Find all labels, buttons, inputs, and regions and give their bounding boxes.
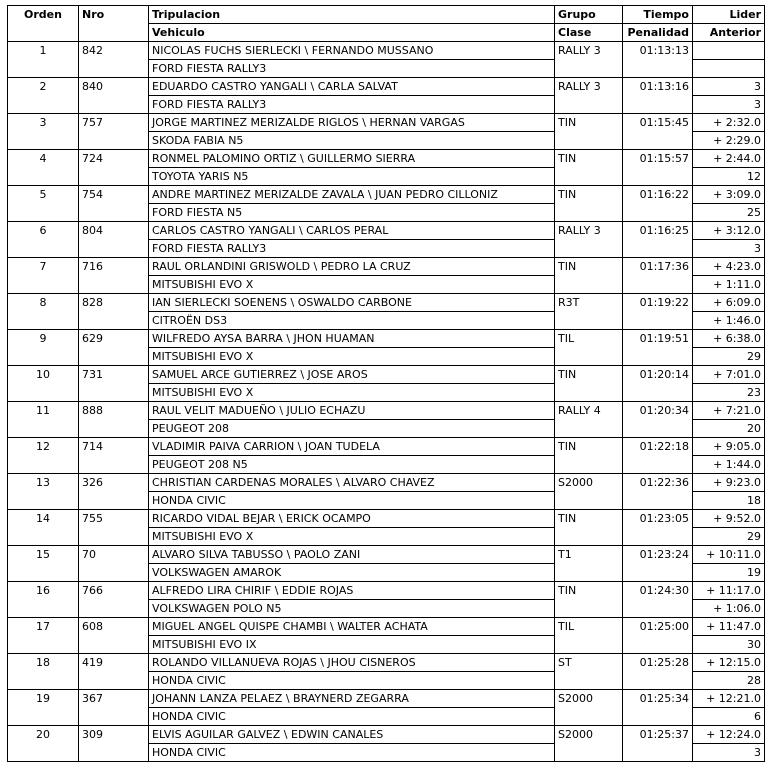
penalidad-cell [623, 204, 693, 222]
vehicle-cell: MITSUBISHI EVO X [149, 276, 555, 294]
nro-cell-cont [79, 708, 149, 726]
result-row [8, 366, 765, 384]
vehicle-cell: MITSUBISHI EVO X [149, 348, 555, 366]
penalidad-cell [623, 96, 693, 114]
nro-cell: 367 [79, 690, 149, 708]
result-row-detail [8, 384, 765, 402]
header-nro-cont [79, 24, 149, 42]
grupo-cell: RALLY 3 [555, 42, 623, 60]
header-row-bottom [8, 24, 765, 42]
grupo-cell: S2000 [555, 726, 623, 744]
result-row-detail [8, 528, 765, 546]
lider-cell: + 12:21.0 [693, 690, 765, 708]
result-row [8, 582, 765, 600]
anterior-cell: 18 [693, 492, 765, 510]
anterior-cell: 12 [693, 168, 765, 186]
nro-cell: 309 [79, 726, 149, 744]
lider-cell: + 6:38.0 [693, 330, 765, 348]
orden-cell: 5 [8, 186, 79, 204]
lider-cell: + 2:44.0 [693, 150, 765, 168]
header-vehiculo: Vehiculo [149, 24, 555, 42]
lider-cell: + 12:15.0 [693, 654, 765, 672]
result-row-detail [8, 276, 765, 294]
vehicle-cell: CITROËN DS3 [149, 312, 555, 330]
header-clase: Clase [555, 24, 623, 42]
crew-cell: MIGUEL ANGEL QUISPE CHAMBI \ WALTER ACHATA [149, 618, 555, 636]
orden-cell: 16 [8, 582, 79, 600]
grupo-cell: TIN [555, 186, 623, 204]
orden-cell-cont [8, 708, 79, 726]
nro-cell-cont [79, 204, 149, 222]
anterior-cell: + 1:44.0 [693, 456, 765, 474]
grupo-cell: TIN [555, 150, 623, 168]
nro-cell-cont [79, 276, 149, 294]
anterior-cell: 19 [693, 564, 765, 582]
crew-cell: RAUL VELIT MADUEÑO \ JULIO ECHAZU [149, 402, 555, 420]
clase-cell [555, 528, 623, 546]
grupo-cell: TIL [555, 618, 623, 636]
tiempo-cell: 01:19:22 [623, 294, 693, 312]
result-row [8, 222, 765, 240]
orden-cell: 3 [8, 114, 79, 132]
orden-cell: 14 [8, 510, 79, 528]
anterior-cell: 20 [693, 420, 765, 438]
header-penalidad: Penalidad [623, 24, 693, 42]
penalidad-cell [623, 312, 693, 330]
grupo-cell: TIN [555, 510, 623, 528]
orden-cell-cont [8, 312, 79, 330]
lider-cell: + 4:23.0 [693, 258, 765, 276]
result-row-detail [8, 240, 765, 258]
result-row [8, 474, 765, 492]
orden-cell: 8 [8, 294, 79, 312]
header-row-top [8, 6, 765, 24]
crew-cell: ROLANDO VILLANUEVA ROJAS \ JHOU CISNEROS [149, 654, 555, 672]
crew-cell: ALVARO SILVA TABUSSO \ PAOLO ZANI [149, 546, 555, 564]
orden-cell-cont [8, 528, 79, 546]
clase-cell [555, 492, 623, 510]
penalidad-cell [623, 456, 693, 474]
grupo-cell: S2000 [555, 690, 623, 708]
nro-cell: 766 [79, 582, 149, 600]
lider-cell: + 11:47.0 [693, 618, 765, 636]
tiempo-cell: 01:22:36 [623, 474, 693, 492]
orden-cell: 6 [8, 222, 79, 240]
grupo-cell: S2000 [555, 474, 623, 492]
tiempo-cell: 01:22:18 [623, 438, 693, 456]
result-row-detail [8, 456, 765, 474]
orden-cell-cont [8, 168, 79, 186]
clase-cell [555, 240, 623, 258]
lider-cell [693, 42, 765, 60]
vehicle-cell: HONDA CIVIC [149, 708, 555, 726]
crew-cell: NICOLAS FUCHS SIERLECKI \ FERNANDO MUSSANO [149, 42, 555, 60]
lider-cell: + 9:05.0 [693, 438, 765, 456]
result-row-detail [8, 132, 765, 150]
result-row-detail [8, 204, 765, 222]
header-grupo: Grupo [555, 6, 623, 24]
crew-cell: SAMUEL ARCE GUTIERREZ \ JOSE AROS [149, 366, 555, 384]
lider-cell: + 2:32.0 [693, 114, 765, 132]
lider-cell: 3 [693, 78, 765, 96]
nro-cell-cont [79, 492, 149, 510]
vehicle-cell: FORD FIESTA N5 [149, 204, 555, 222]
clase-cell [555, 132, 623, 150]
nro-cell-cont [79, 132, 149, 150]
penalidad-cell [623, 564, 693, 582]
tiempo-cell: 01:15:45 [623, 114, 693, 132]
header-lider: Lider [693, 6, 765, 24]
clase-cell [555, 312, 623, 330]
clase-cell [555, 420, 623, 438]
penalidad-cell [623, 348, 693, 366]
vehicle-cell: HONDA CIVIC [149, 492, 555, 510]
lider-cell: + 9:23.0 [693, 474, 765, 492]
result-row-detail [8, 492, 765, 510]
vehicle-cell: MITSUBISHI EVO IX [149, 636, 555, 654]
orden-cell-cont [8, 636, 79, 654]
nro-cell: 755 [79, 510, 149, 528]
grupo-cell: ST [555, 654, 623, 672]
clase-cell [555, 204, 623, 222]
anterior-cell: + 2:29.0 [693, 132, 765, 150]
nro-cell-cont [79, 420, 149, 438]
grupo-cell: RALLY 3 [555, 222, 623, 240]
grupo-cell: RALLY 4 [555, 402, 623, 420]
vehicle-cell: PEUGEOT 208 N5 [149, 456, 555, 474]
nro-cell: 419 [79, 654, 149, 672]
orden-cell-cont [8, 564, 79, 582]
orden-cell: 12 [8, 438, 79, 456]
nro-cell-cont [79, 60, 149, 78]
orden-cell-cont [8, 276, 79, 294]
result-row [8, 726, 765, 744]
result-row [8, 330, 765, 348]
orden-cell-cont [8, 348, 79, 366]
nro-cell: 842 [79, 42, 149, 60]
nro-cell: 888 [79, 402, 149, 420]
tiempo-cell: 01:23:24 [623, 546, 693, 564]
orden-cell-cont [8, 384, 79, 402]
result-row [8, 294, 765, 312]
clase-cell [555, 168, 623, 186]
orden-cell-cont [8, 456, 79, 474]
nro-cell: 828 [79, 294, 149, 312]
result-row-detail [8, 312, 765, 330]
orden-cell-cont [8, 132, 79, 150]
tiempo-cell: 01:13:13 [623, 42, 693, 60]
header-tripulacion: Tripulacion [149, 6, 555, 24]
lider-cell: + 10:11.0 [693, 546, 765, 564]
nro-cell-cont [79, 636, 149, 654]
nro-cell-cont [79, 384, 149, 402]
nro-cell-cont [79, 312, 149, 330]
result-row-detail [8, 348, 765, 366]
crew-cell: ALFREDO LIRA CHIRIF \ EDDIE ROJAS [149, 582, 555, 600]
nro-cell: 70 [79, 546, 149, 564]
result-row [8, 402, 765, 420]
tiempo-cell: 01:19:51 [623, 330, 693, 348]
result-row-detail [8, 420, 765, 438]
vehicle-cell: FORD FIESTA RALLY3 [149, 96, 555, 114]
result-row-detail [8, 564, 765, 582]
grupo-cell: TIN [555, 366, 623, 384]
orden-cell: 18 [8, 654, 79, 672]
nro-cell: 724 [79, 150, 149, 168]
nro-cell-cont [79, 96, 149, 114]
lider-cell: + 6:09.0 [693, 294, 765, 312]
tiempo-cell: 01:23:05 [623, 510, 693, 528]
orden-cell-cont [8, 420, 79, 438]
orden-cell: 11 [8, 402, 79, 420]
orden-cell: 20 [8, 726, 79, 744]
clase-cell [555, 384, 623, 402]
clase-cell [555, 276, 623, 294]
vehicle-cell: HONDA CIVIC [149, 672, 555, 690]
anterior-cell: + 1:46.0 [693, 312, 765, 330]
vehicle-cell: VOLKSWAGEN AMAROK [149, 564, 555, 582]
nro-cell: 804 [79, 222, 149, 240]
result-row-detail [8, 636, 765, 654]
vehicle-cell: MITSUBISHI EVO X [149, 384, 555, 402]
nro-cell: 731 [79, 366, 149, 384]
result-row [8, 510, 765, 528]
vehicle-cell: HONDA CIVIC [149, 744, 555, 762]
orden-cell-cont [8, 204, 79, 222]
nro-cell: 326 [79, 474, 149, 492]
nro-cell-cont [79, 528, 149, 546]
nro-cell: 754 [79, 186, 149, 204]
penalidad-cell [623, 168, 693, 186]
clase-cell [555, 600, 623, 618]
result-row-detail [8, 708, 765, 726]
result-row-detail [8, 744, 765, 762]
result-row [8, 618, 765, 636]
vehicle-cell: PEUGEOT 208 [149, 420, 555, 438]
vehicle-cell: TOYOTA YARIS N5 [149, 168, 555, 186]
crew-cell: JOHANN LANZA PELAEZ \ BRAYNERD ZEGARRA [149, 690, 555, 708]
result-row [8, 114, 765, 132]
nro-cell: 757 [79, 114, 149, 132]
penalidad-cell [623, 60, 693, 78]
result-row [8, 150, 765, 168]
crew-cell: RAUL ORLANDINI GRISWOLD \ PEDRO LA CRUZ [149, 258, 555, 276]
anterior-cell: 6 [693, 708, 765, 726]
anterior-cell: 3 [693, 744, 765, 762]
orden-cell: 7 [8, 258, 79, 276]
grupo-cell: TIN [555, 258, 623, 276]
anterior-cell: 3 [693, 240, 765, 258]
vehicle-cell: FORD FIESTA RALLY3 [149, 240, 555, 258]
anterior-cell: 3 [693, 96, 765, 114]
nro-cell-cont [79, 672, 149, 690]
result-row-detail [8, 60, 765, 78]
nro-cell-cont [79, 456, 149, 474]
nro-cell: 608 [79, 618, 149, 636]
anterior-cell: + 1:06.0 [693, 600, 765, 618]
result-row [8, 654, 765, 672]
nro-cell-cont [79, 348, 149, 366]
clase-cell [555, 564, 623, 582]
crew-cell: EDUARDO CASTRO YANGALI \ CARLA SALVAT [149, 78, 555, 96]
header-orden-cont [8, 24, 79, 42]
result-row [8, 258, 765, 276]
result-row-detail [8, 168, 765, 186]
result-row [8, 186, 765, 204]
clase-cell [555, 96, 623, 114]
clase-cell [555, 744, 623, 762]
vehicle-cell: MITSUBISHI EVO X [149, 528, 555, 546]
penalidad-cell [623, 708, 693, 726]
orden-cell-cont [8, 600, 79, 618]
orden-cell-cont [8, 492, 79, 510]
crew-cell: ANDRE MARTINEZ MERIZALDE ZAVALA \ JUAN PEDRO CILLONIZ [149, 186, 555, 204]
crew-cell: IAN SIERLECKI SOENENS \ OSWALDO CARBONE [149, 294, 555, 312]
clase-cell [555, 348, 623, 366]
orden-cell: 19 [8, 690, 79, 708]
orden-cell-cont [8, 240, 79, 258]
nro-cell: 629 [79, 330, 149, 348]
penalidad-cell [623, 744, 693, 762]
nro-cell-cont [79, 168, 149, 186]
grupo-cell: TIN [555, 582, 623, 600]
tiempo-cell: 01:16:25 [623, 222, 693, 240]
tiempo-cell: 01:25:37 [623, 726, 693, 744]
header-tiempo: Tiempo [623, 6, 693, 24]
crew-cell: ELVIS AGUILAR GALVEZ \ EDWIN CANALES [149, 726, 555, 744]
penalidad-cell [623, 636, 693, 654]
anterior-cell: 25 [693, 204, 765, 222]
crew-cell: WILFREDO AYSA BARRA \ JHON HUAMAN [149, 330, 555, 348]
orden-cell-cont [8, 744, 79, 762]
crew-cell: VLADIMIR PAIVA CARRION \ JOAN TUDELA [149, 438, 555, 456]
penalidad-cell [623, 276, 693, 294]
crew-cell: JORGE MARTINEZ MERIZALDE RIGLOS \ HERNAN VARGAS [149, 114, 555, 132]
vehicle-cell: SKODA FABIA N5 [149, 132, 555, 150]
orden-cell-cont [8, 96, 79, 114]
lider-cell: + 3:09.0 [693, 186, 765, 204]
tiempo-cell: 01:25:00 [623, 618, 693, 636]
results-table [7, 5, 765, 762]
anterior-cell: 29 [693, 528, 765, 546]
orden-cell-cont [8, 60, 79, 78]
grupo-cell: T1 [555, 546, 623, 564]
orden-cell: 10 [8, 366, 79, 384]
vehicle-cell: FORD FIESTA RALLY3 [149, 60, 555, 78]
lider-cell: + 3:12.0 [693, 222, 765, 240]
anterior-cell [693, 60, 765, 78]
header-orden: Orden [8, 6, 79, 24]
result-row [8, 546, 765, 564]
penalidad-cell [623, 672, 693, 690]
result-row-detail [8, 600, 765, 618]
tiempo-cell: 01:16:22 [623, 186, 693, 204]
tiempo-cell: 01:13:16 [623, 78, 693, 96]
orden-cell: 13 [8, 474, 79, 492]
lider-cell: + 12:24.0 [693, 726, 765, 744]
penalidad-cell [623, 384, 693, 402]
grupo-cell: R3T [555, 294, 623, 312]
orden-cell: 15 [8, 546, 79, 564]
lider-cell: + 7:01.0 [693, 366, 765, 384]
result-row [8, 690, 765, 708]
result-row-detail [8, 672, 765, 690]
grupo-cell: TIN [555, 114, 623, 132]
nro-cell: 716 [79, 258, 149, 276]
penalidad-cell [623, 240, 693, 258]
tiempo-cell: 01:20:34 [623, 402, 693, 420]
vehicle-cell: VOLKSWAGEN POLO N5 [149, 600, 555, 618]
grupo-cell: RALLY 3 [555, 78, 623, 96]
tiempo-cell: 01:24:30 [623, 582, 693, 600]
anterior-cell: 30 [693, 636, 765, 654]
result-row [8, 78, 765, 96]
orden-cell: 9 [8, 330, 79, 348]
anterior-cell: 28 [693, 672, 765, 690]
tiempo-cell: 01:17:36 [623, 258, 693, 276]
penalidad-cell [623, 600, 693, 618]
nro-cell-cont [79, 240, 149, 258]
tiempo-cell: 01:20:14 [623, 366, 693, 384]
lider-cell: + 7:21.0 [693, 402, 765, 420]
orden-cell: 1 [8, 42, 79, 60]
lider-cell: + 9:52.0 [693, 510, 765, 528]
result-row [8, 438, 765, 456]
clase-cell [555, 456, 623, 474]
nro-cell: 714 [79, 438, 149, 456]
tiempo-cell: 01:25:28 [623, 654, 693, 672]
orden-cell: 17 [8, 618, 79, 636]
clase-cell [555, 636, 623, 654]
crew-cell: CHRISTIAN CARDENAS MORALES \ ALVARO CHAVEZ [149, 474, 555, 492]
header-anterior: Anterior [693, 24, 765, 42]
anterior-cell: + 1:11.0 [693, 276, 765, 294]
nro-cell-cont [79, 744, 149, 762]
nro-cell-cont [79, 600, 149, 618]
orden-cell: 4 [8, 150, 79, 168]
tiempo-cell: 01:15:57 [623, 150, 693, 168]
anterior-cell: 23 [693, 384, 765, 402]
crew-cell: RONMEL PALOMINO ORTIZ \ GUILLERMO SIERRA [149, 150, 555, 168]
crew-cell: RICARDO VIDAL BEJAR \ ERICK OCAMPO [149, 510, 555, 528]
nro-cell: 840 [79, 78, 149, 96]
anterior-cell: 29 [693, 348, 765, 366]
clase-cell [555, 60, 623, 78]
penalidad-cell [623, 492, 693, 510]
header-nro: Nro [79, 6, 149, 24]
grupo-cell: TIN [555, 438, 623, 456]
tiempo-cell: 01:25:34 [623, 690, 693, 708]
penalidad-cell [623, 420, 693, 438]
clase-cell [555, 708, 623, 726]
penalidad-cell [623, 132, 693, 150]
crew-cell: CARLOS CASTRO YANGALI \ CARLOS PERAL [149, 222, 555, 240]
result-row [8, 42, 765, 60]
lider-cell: + 11:17.0 [693, 582, 765, 600]
orden-cell-cont [8, 672, 79, 690]
result-row-detail [8, 96, 765, 114]
grupo-cell: TIL [555, 330, 623, 348]
penalidad-cell [623, 528, 693, 546]
nro-cell-cont [79, 564, 149, 582]
results-table-body [8, 6, 765, 762]
orden-cell: 2 [8, 78, 79, 96]
clase-cell [555, 672, 623, 690]
